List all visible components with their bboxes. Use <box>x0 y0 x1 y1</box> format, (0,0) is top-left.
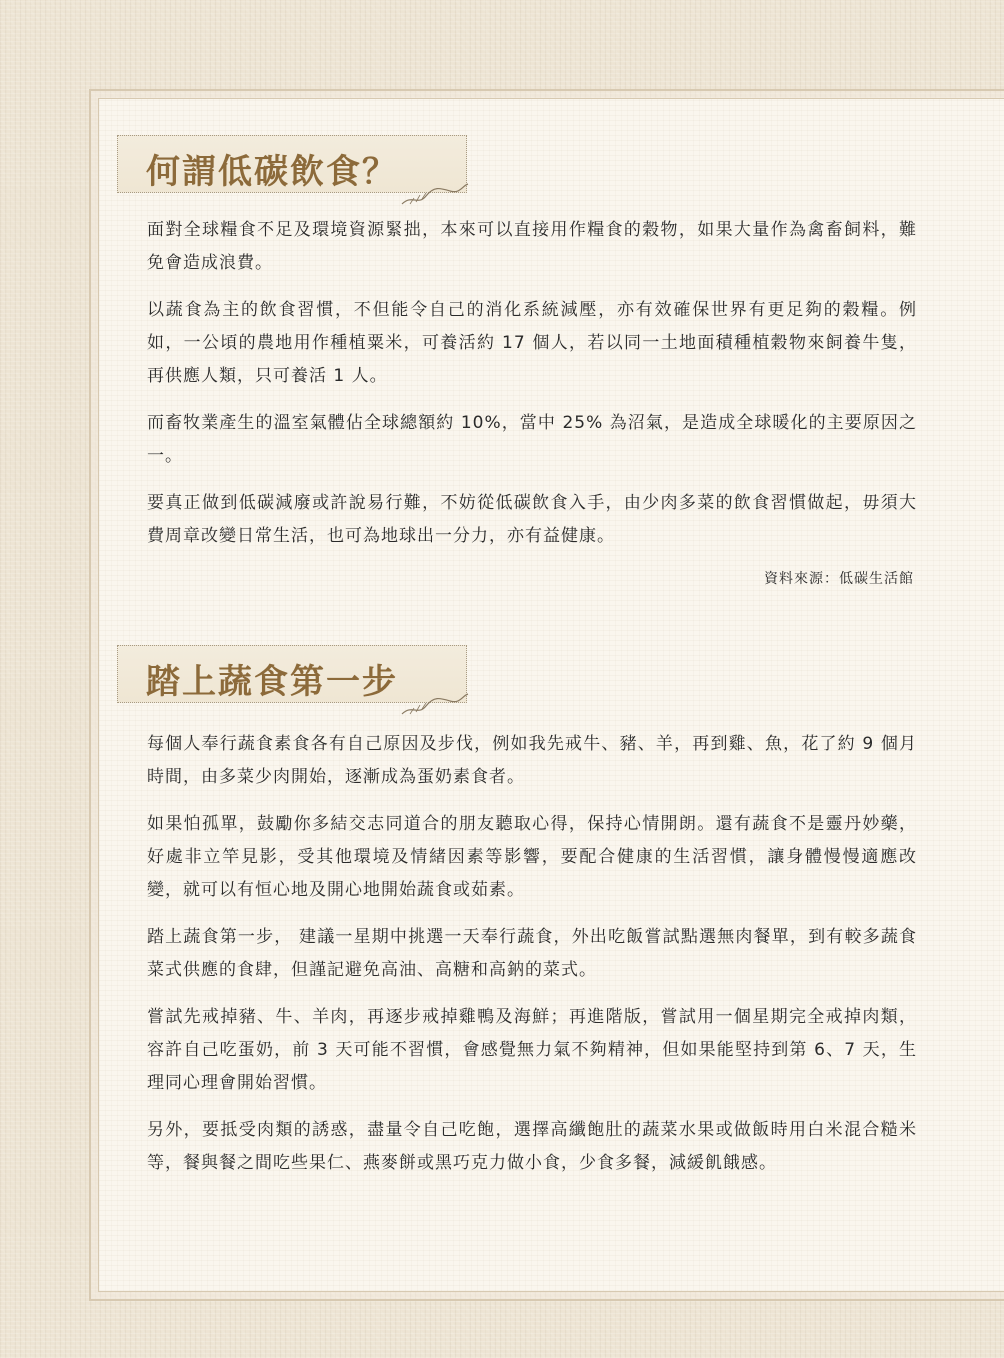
section1-paragraph: 面對全球糧食不足及環境資源緊拙，本來可以直接用作糧食的穀物，如果大量作為禽畜飼料，難免會造成浪費。 <box>147 220 917 273</box>
section1-paragraph: 以蔬食為主的飲食習慣，不但能令自己的消化系統減壓，亦有效確保世界有更足夠的穀糧。例如，一公頃的農地用作種植粟米，可養活約 17 個人，若以同一土地面積種植穀物來飼養牛隻，再供應人類，只可養活 1 人。 <box>147 300 917 386</box>
section2-paragraph: 另外，要抵受肉類的誘惑，盡量令自己吃飽，選擇高纖飽肚的蔬菜水果或做飯時用白米混合糙米等，餐與餐之間吃些果仁、燕麥餅或黑巧克力做小食，少食多餐，減緩飢餓感。 <box>147 1120 917 1173</box>
section1-paragraph: 而畜牧業產生的溫室氣體佔全球總額約 10%，當中 25% 為沼氣，是造成全球暖化的主要原因之一。 <box>147 413 917 466</box>
section2-title: 踏上蔬食第一步 <box>146 662 398 702</box>
section2-paragraph: 每個人奉行蔬食素食各有自己原因及步伐，例如我先戒牛、豬、羊，再到雞、魚，花了約 9 個月時間，由多菜少肉開始，逐漸成為蛋奶素食者。 <box>147 734 917 787</box>
section2-paragraph: 踏上蔬食第一步， 建議一星期中挑選一天奉行蔬食，外出吃飯嘗試點選無肉餐單，到有較多蔬食菜式供應的食肆，但謹記避免高油、高糖和高鈉的菜式。 <box>147 927 917 980</box>
section2-content <box>147 728 917 1194</box>
section2-paragraph: 嘗試先戒掉豬、牛、羊肉，再逐步戒掉雞鴨及海鮮；再進階版，嘗試用一個星期完全戒掉肉類，容許自己吃蛋奶，前 3 天可能不習慣，會感覺無力氣不夠精神，但如果能堅持到第 6、7 天，生理同心理會開始習慣。 <box>147 1007 917 1093</box>
section1-title: 何謂低碳飲食？ <box>146 152 398 192</box>
squiggle-decoration-icon <box>400 692 470 718</box>
squiggle-decoration-icon <box>400 182 470 208</box>
section1-content <box>147 214 917 567</box>
section1-paragraph: 要真正做到低碳減廢或許說易行難，不妨從低碳飲食入手，由少肉多菜的飲食習慣做起，毋須大費周章改變日常生活，也可為地球出一分力，亦有益健康。 <box>147 493 917 546</box>
section2-paragraph: 如果怕孤單，鼓勵你多結交志同道合的朋友聽取心得，保持心情開朗。還有蔬食不是靈丹妙藥，好處非立竿見影，受其他環境及情緒因素等影響，要配合健康的生活習慣，讓身體慢慢適應改變，就可以有恒心地及開心地開始蔬食或茹素。 <box>147 814 917 900</box>
source-note: 資料來源：低碳生活館 <box>764 571 914 587</box>
